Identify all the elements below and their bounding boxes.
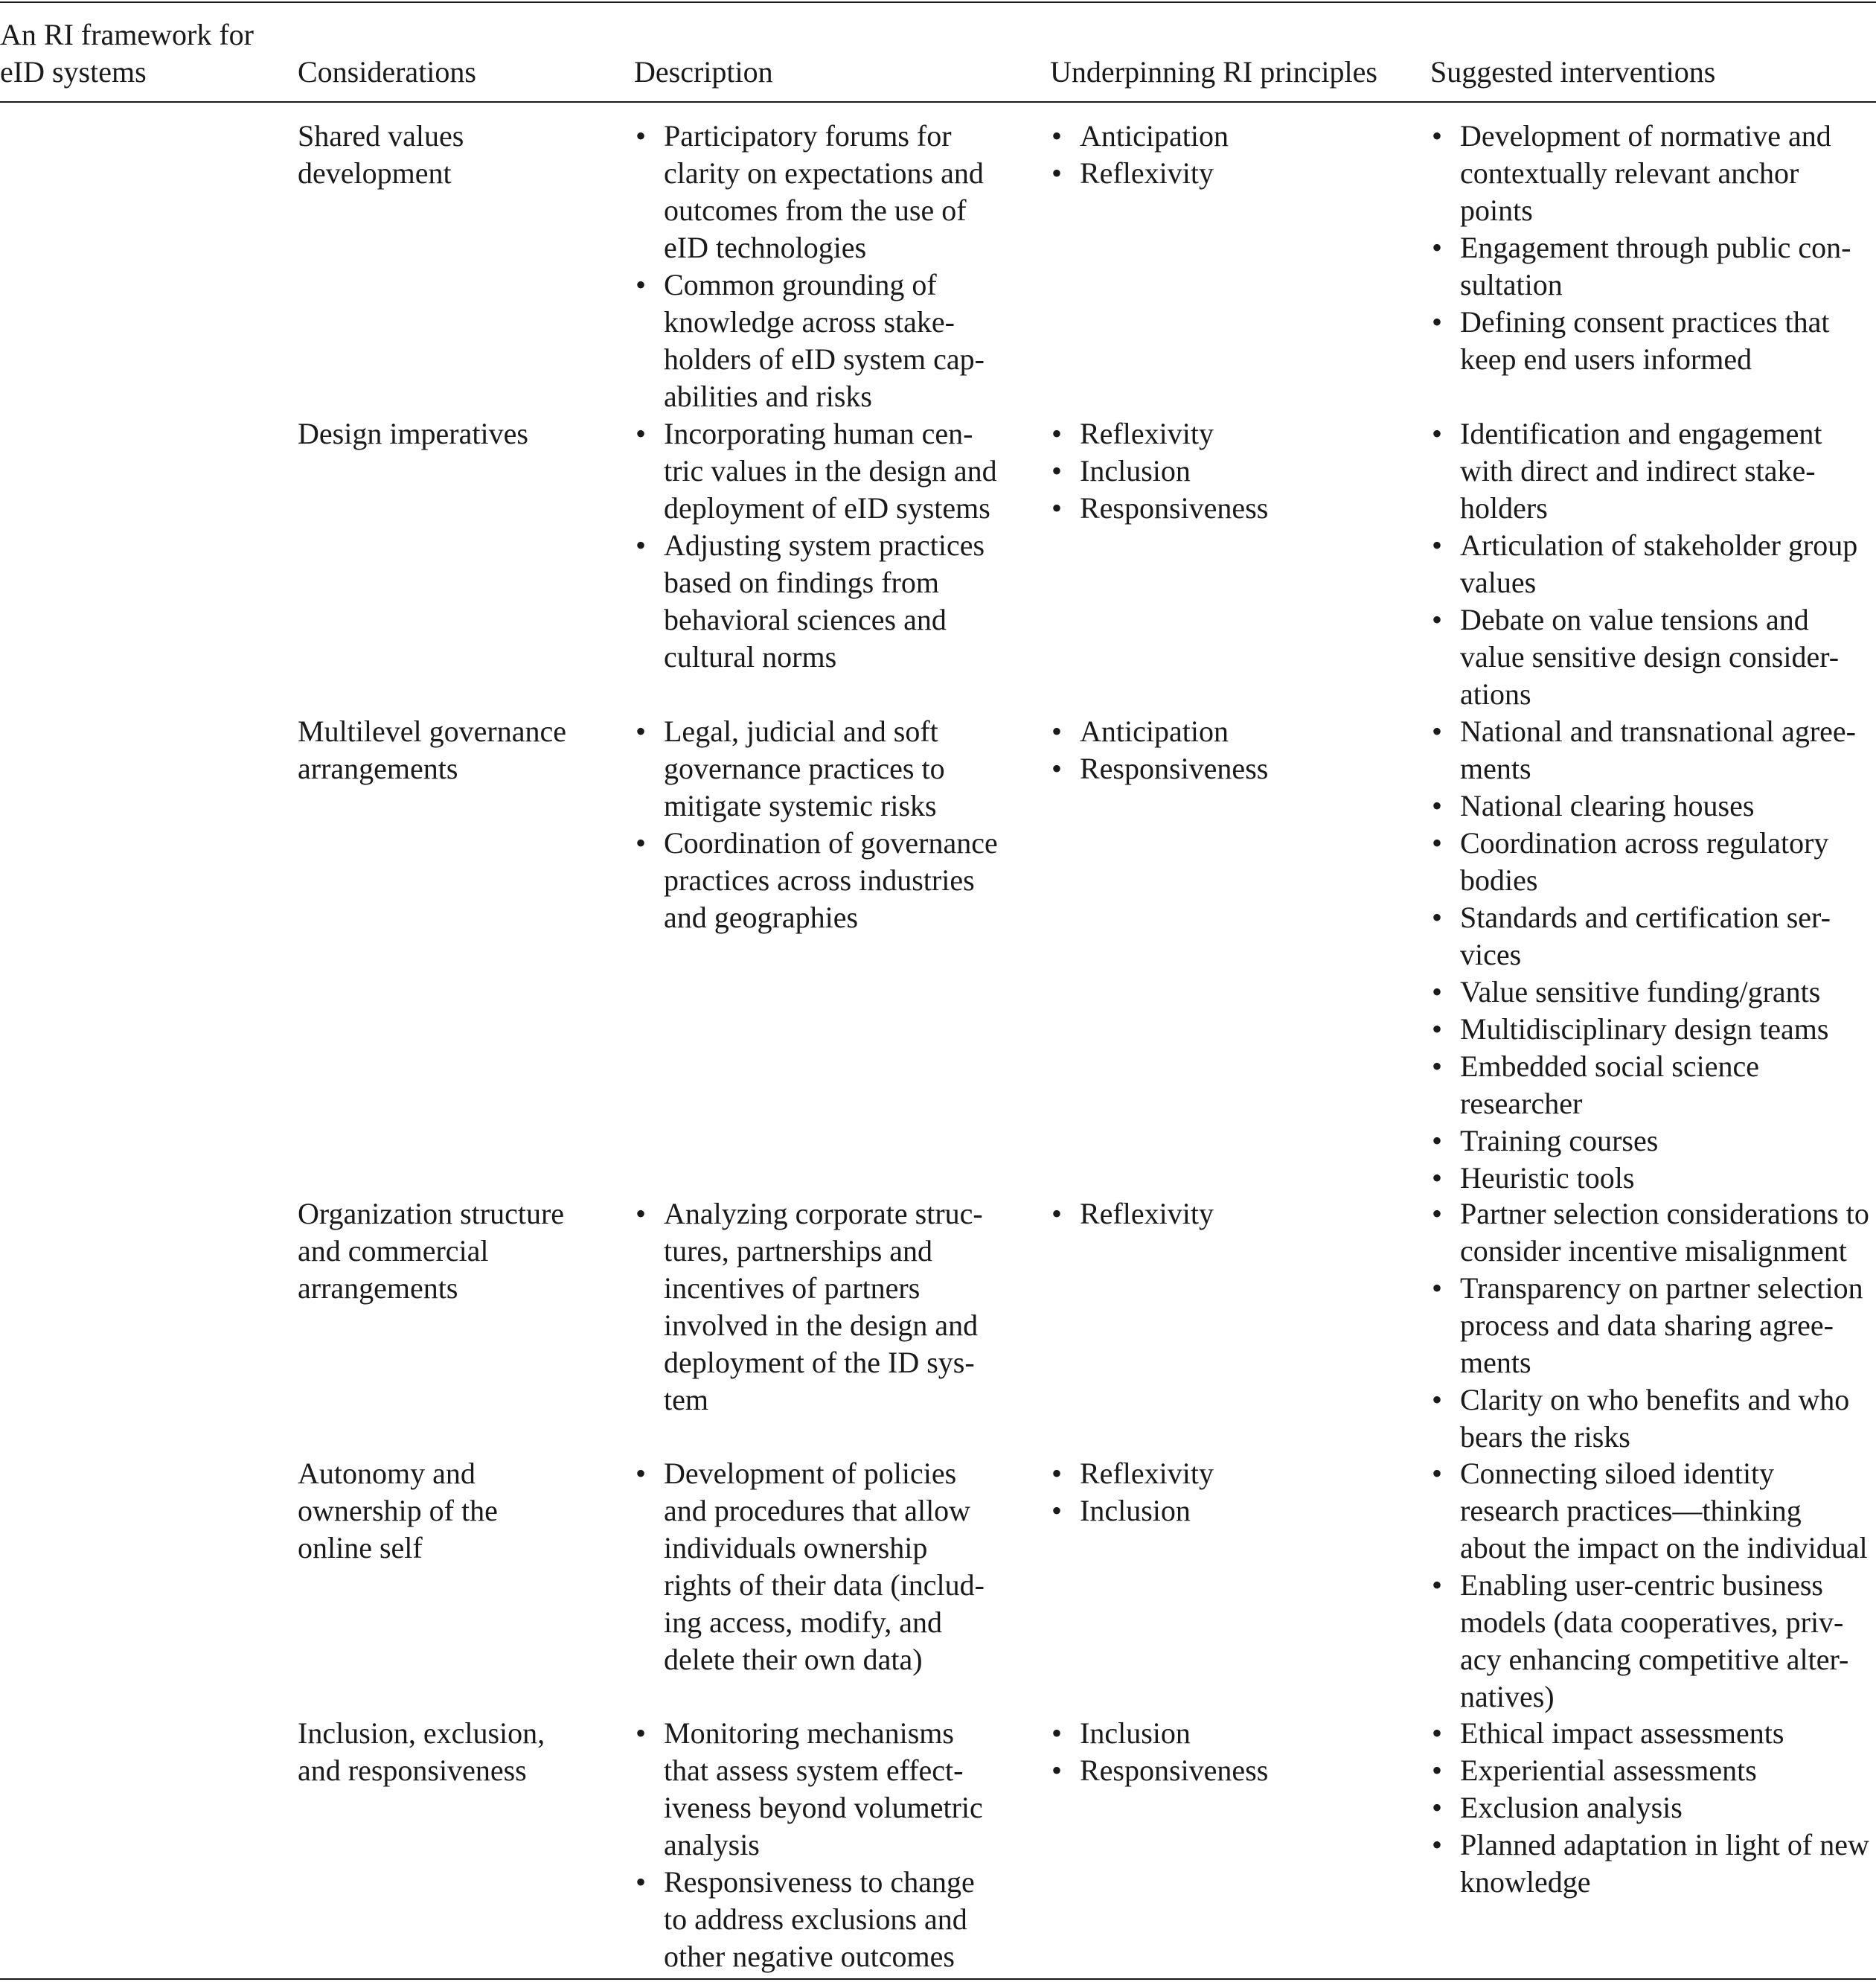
list-item: • Engagement through public con- sultation: [1432, 231, 1851, 301]
list-item: • Anticipation: [1051, 119, 1229, 153]
list-item: • Identification and engagement with direct and indirect stake- holders: [1432, 417, 1822, 525]
interventions-list: [1430, 415, 1876, 713]
list-item: • Development of normative and contextually relevant anchor points: [1432, 119, 1831, 227]
list-item: • Standards and certification ser- vices: [1432, 901, 1831, 971]
list-item: • Incorporating human cen- tric values in the design and deployment of eID systems: [636, 417, 997, 525]
consideration-cell: Design imperatives: [298, 417, 528, 450]
list-item: • Multidisciplinary design teams: [1432, 1012, 1829, 1046]
description-list: [634, 1455, 1021, 1678]
list-item: • Transparency on partner selection process and data sharing agree- ments: [1432, 1271, 1863, 1379]
list-item: • Responsiveness to change to address exclusions and other negative outcomes: [636, 1865, 975, 1973]
consideration-cell: Inclusion, exclusion, and responsiveness: [298, 1716, 545, 1787]
list-item: • National clearing houses: [1432, 789, 1755, 822]
list-item: • Partner selection considerations to consider incentive misalignment: [1432, 1197, 1869, 1268]
list-item: • National and transnational agree- ments: [1432, 715, 1856, 785]
list-item: • Responsiveness: [1051, 491, 1269, 525]
list-item: • Reflexivity: [1051, 417, 1214, 450]
table-top-rule: [0, 1, 1876, 3]
list-item: • Monitoring mechanisms that assess system effect- iveness beyond volumetric analysis: [636, 1716, 983, 1861]
interventions-list: [1430, 1715, 1876, 1901]
list-item: • Defining consent practices that keep end users informed: [1432, 305, 1830, 376]
interventions-list: [1430, 1195, 1876, 1456]
description-list: [634, 1195, 1021, 1419]
list-item: • Coordination across regulatory bodies: [1432, 826, 1829, 897]
list-item: • Exclusion analysis: [1432, 1791, 1683, 1824]
list-item: • Responsiveness: [1051, 1754, 1269, 1787]
list-item: • Debate on value tensions and value sensitive design consider- ations: [1432, 603, 1840, 711]
list-item: • Training courses: [1432, 1124, 1659, 1157]
list-item: • Responsiveness: [1051, 752, 1269, 785]
table-bottom-rule: [0, 1978, 1876, 1980]
description-list: [634, 1715, 1021, 1975]
list-item: • Anticipation: [1051, 715, 1229, 748]
principles-list: [1050, 1715, 1363, 1789]
list-item: • Value sensitive funding/grants: [1432, 975, 1821, 1009]
principles-list: [1050, 1455, 1363, 1529]
list-item: • Inclusion: [1051, 1716, 1191, 1750]
list-item: • Experiential assessments: [1432, 1754, 1757, 1787]
list-item: • Clarity on who benefits and who bears the risks: [1432, 1383, 1850, 1454]
list-item: • Legal, judicial and soft governance practices to mitigate systemic risks: [636, 715, 945, 822]
list-item: • Connecting siloed identity research practices—thinking about the impact on the individual: [1432, 1457, 1868, 1564]
description-list: [634, 415, 1021, 676]
principles-list: [1050, 713, 1363, 787]
principles-list: [1050, 118, 1363, 192]
header-framework: An RI framework for eID systems: [0, 18, 254, 89]
list-item: • Inclusion: [1051, 454, 1191, 488]
list-item: • Ethical impact assessments: [1432, 1716, 1784, 1750]
list-item: • Articulation of stakeholder group values: [1432, 528, 1858, 599]
list-item: • Enabling user-centric business models (data cooperatives, priv- acy enhancing competitive alter- natives): [1432, 1568, 1849, 1713]
list-item: • Heuristic tools: [1432, 1161, 1635, 1195]
list-item: • Inclusion: [1051, 1494, 1191, 1527]
description-list: [634, 118, 1021, 415]
principles-list: [1050, 415, 1363, 527]
header-interventions: Suggested interventions: [1430, 55, 1716, 89]
interventions-list: [1430, 118, 1876, 378]
list-item: • Development of policies and procedures that allow individuals ownership rights of their data (includ- ing access, modify, and delete their own data): [636, 1457, 985, 1676]
description-list: [634, 713, 1021, 936]
header-principles: Underpinning RI principles: [1050, 55, 1377, 89]
interventions-list: [1430, 1455, 1876, 1716]
consideration-cell: Multilevel governance arrangements: [298, 715, 566, 785]
list-item: • Coordination of governance practices across industries and geographies: [636, 826, 998, 934]
consideration-cell: Autonomy and ownership of the online self: [298, 1457, 498, 1564]
list-item: • Common grounding of knowledge across stake- holders of eID system cap- abilities and risks: [636, 268, 985, 413]
consideration-cell: Shared values development: [298, 119, 464, 190]
consideration-cell: Organization structure and commercial arrangements: [298, 1197, 565, 1305]
list-item: • Analyzing corporate struc- tures, partnerships and incentives of partners involved in the design and deployment of the ID sys- tem: [636, 1197, 983, 1416]
principles-list: [1050, 1195, 1363, 1233]
list-item: • Reflexivity: [1051, 1457, 1214, 1490]
list-item: • Planned adaptation in light of new knowledge: [1432, 1828, 1869, 1899]
interventions-list: [1430, 713, 1876, 1197]
header-description: Description: [634, 55, 773, 89]
header-considerations: Considerations: [298, 55, 476, 89]
list-item: • Embedded social science researcher: [1432, 1049, 1760, 1120]
list-item: • Reflexivity: [1051, 1197, 1214, 1230]
list-item: • Adjusting system practices based on findings from behavioral sciences and cultural norms: [636, 528, 985, 674]
list-item: • Participatory forums for clarity on expectations and outcomes from the use of eID technologies: [636, 119, 984, 264]
header-rule: [0, 101, 1876, 103]
list-item: • Reflexivity: [1051, 156, 1214, 190]
